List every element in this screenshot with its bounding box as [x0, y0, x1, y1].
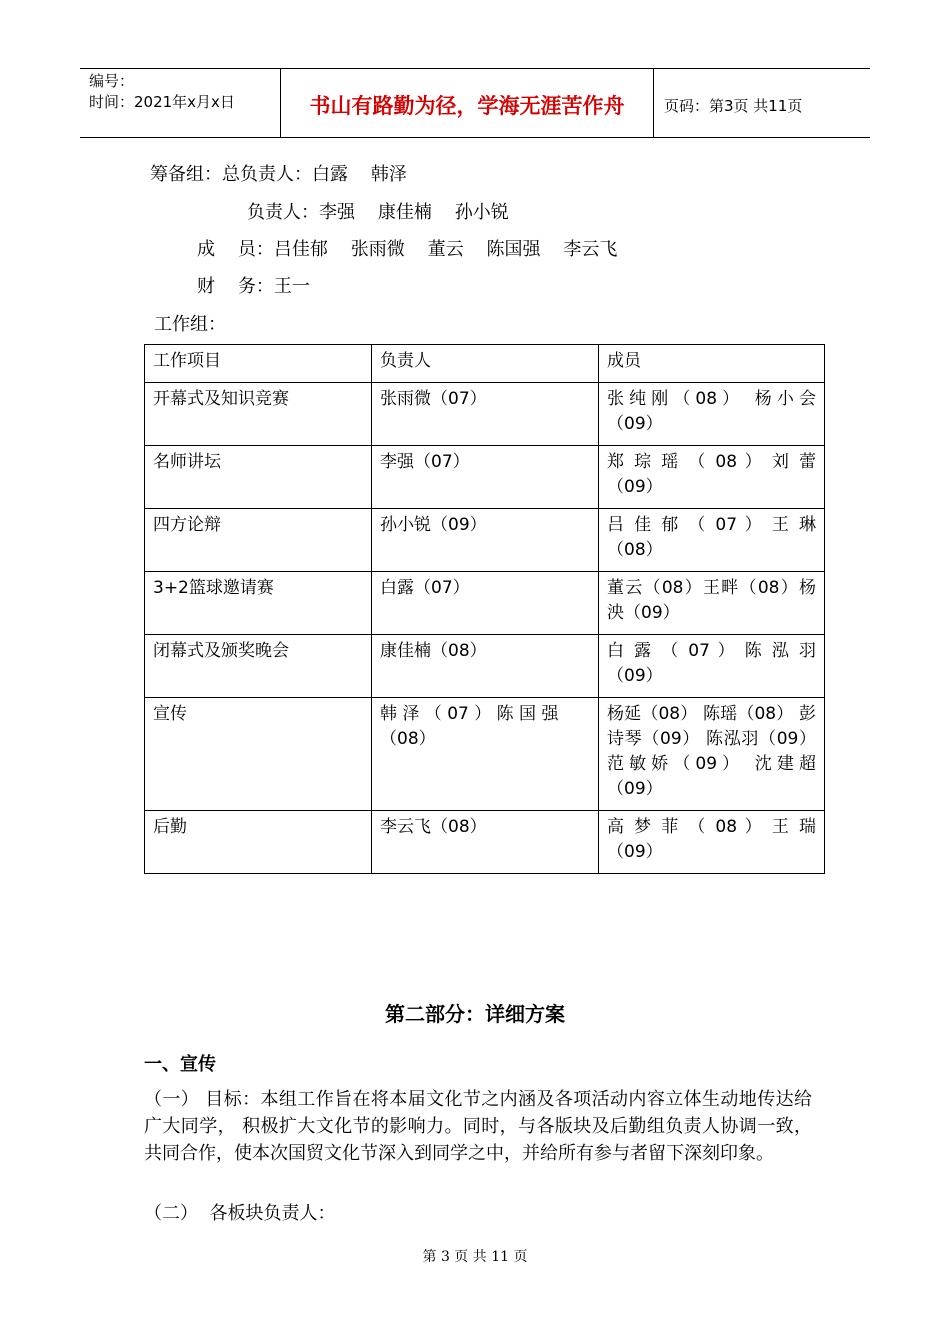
- table-cell: 宣传: [145, 698, 372, 811]
- table-cell: 3+2篮球邀请赛: [145, 572, 372, 635]
- table-cell: 开幕式及知识竞赛: [145, 383, 372, 446]
- part-two-title: 第二部分：详细方案: [385, 1002, 565, 1026]
- work-group-label: 工作组：: [154, 314, 226, 335]
- table-row: [145, 509, 825, 572]
- table-cell: 韩 泽 （ 07 ） 陈 国 强（08）: [372, 698, 599, 811]
- time-label: 时间：2021年x月x日: [89, 93, 235, 111]
- goal-paragraph: （一） 目标：本组工作旨在将本届文化节之内涵及各项活动内容立体生动地传达给广大同学， 积极扩大文化节的影响力。同时，与各版块及后勤组负责人协调一致，共同合作，使本次国贸文化节深入到同学之中，并给所有参与者留下深刻印象。: [144, 1089, 812, 1164]
- prep-line-4: 财 务：王一: [197, 276, 310, 297]
- prep-line-2: 负责人：李强 康佳楠 孙小锐: [247, 202, 509, 223]
- table-cell: 吕 佳 郁 （ 07 ） 王 琳（08）: [599, 509, 825, 572]
- header-page-label: 页码：第3页 共11页: [664, 96, 803, 115]
- table-header: 工作项目: [145, 345, 372, 383]
- section-heading-publicity: 一、宣传: [144, 1054, 216, 1075]
- prep-line-1: 筹备组：总负责人：白露 韩泽: [150, 164, 407, 185]
- table-cell: 杨延（08） 陈瑶（08） 彭诗琴（09） 陈泓羽（09） 范敏娇（09） 沈建超（09）: [599, 698, 825, 811]
- table-header: 负责人: [372, 345, 599, 383]
- table-cell: 康佳楠（08）: [372, 635, 599, 698]
- table-cell: 郑 琮 瑶 （ 08 ） 刘 蕾（09）: [599, 446, 825, 509]
- work-group-table: [144, 344, 825, 874]
- table-cell: 四方论辩: [145, 509, 372, 572]
- table-cell: 张雨微（07）: [372, 383, 599, 446]
- number-label: 编号：: [89, 72, 135, 90]
- table-header: 成员: [599, 345, 825, 383]
- table-row: [145, 811, 825, 874]
- table-cell: 孙小锐（09）: [372, 509, 599, 572]
- table-row: [145, 698, 825, 811]
- table-cell: 白 露 （ 07 ） 陈 泓 羽（09）: [599, 635, 825, 698]
- table-cell: 名师讲坛: [145, 446, 372, 509]
- table-cell: 李强（07）: [372, 446, 599, 509]
- header-info: [80, 69, 281, 137]
- page-footer: 第 3 页 共 11 页: [422, 1249, 528, 1265]
- table-cell: 李云飞（08）: [372, 811, 599, 874]
- table-header-row: [145, 345, 825, 383]
- table-cell: 董云（08）王畔（08）杨泱（09）: [599, 572, 825, 635]
- subsection-heading: （二） 各板块负责人：: [144, 1203, 336, 1224]
- prep-line-3: 成 员：吕佳郁 张雨微 董云 陈国强 李云飞: [197, 239, 618, 260]
- table-cell: 后勤: [145, 811, 372, 874]
- table-row: [145, 446, 825, 509]
- table-cell: 高 梦 菲 （ 08 ） 王 瑞（09）: [599, 811, 825, 874]
- table-row: [145, 383, 825, 446]
- table-cell: 白露（07）: [372, 572, 599, 635]
- table-cell: 闭幕式及颁奖晚会: [145, 635, 372, 698]
- table-row: [145, 635, 825, 698]
- header-motto: 书山有路勤为径，学海无涯苦作舟: [281, 69, 654, 137]
- table-cell: 张纯刚（08） 杨小会（09）: [599, 383, 825, 446]
- page-header: [80, 68, 870, 138]
- table-row: [145, 572, 825, 635]
